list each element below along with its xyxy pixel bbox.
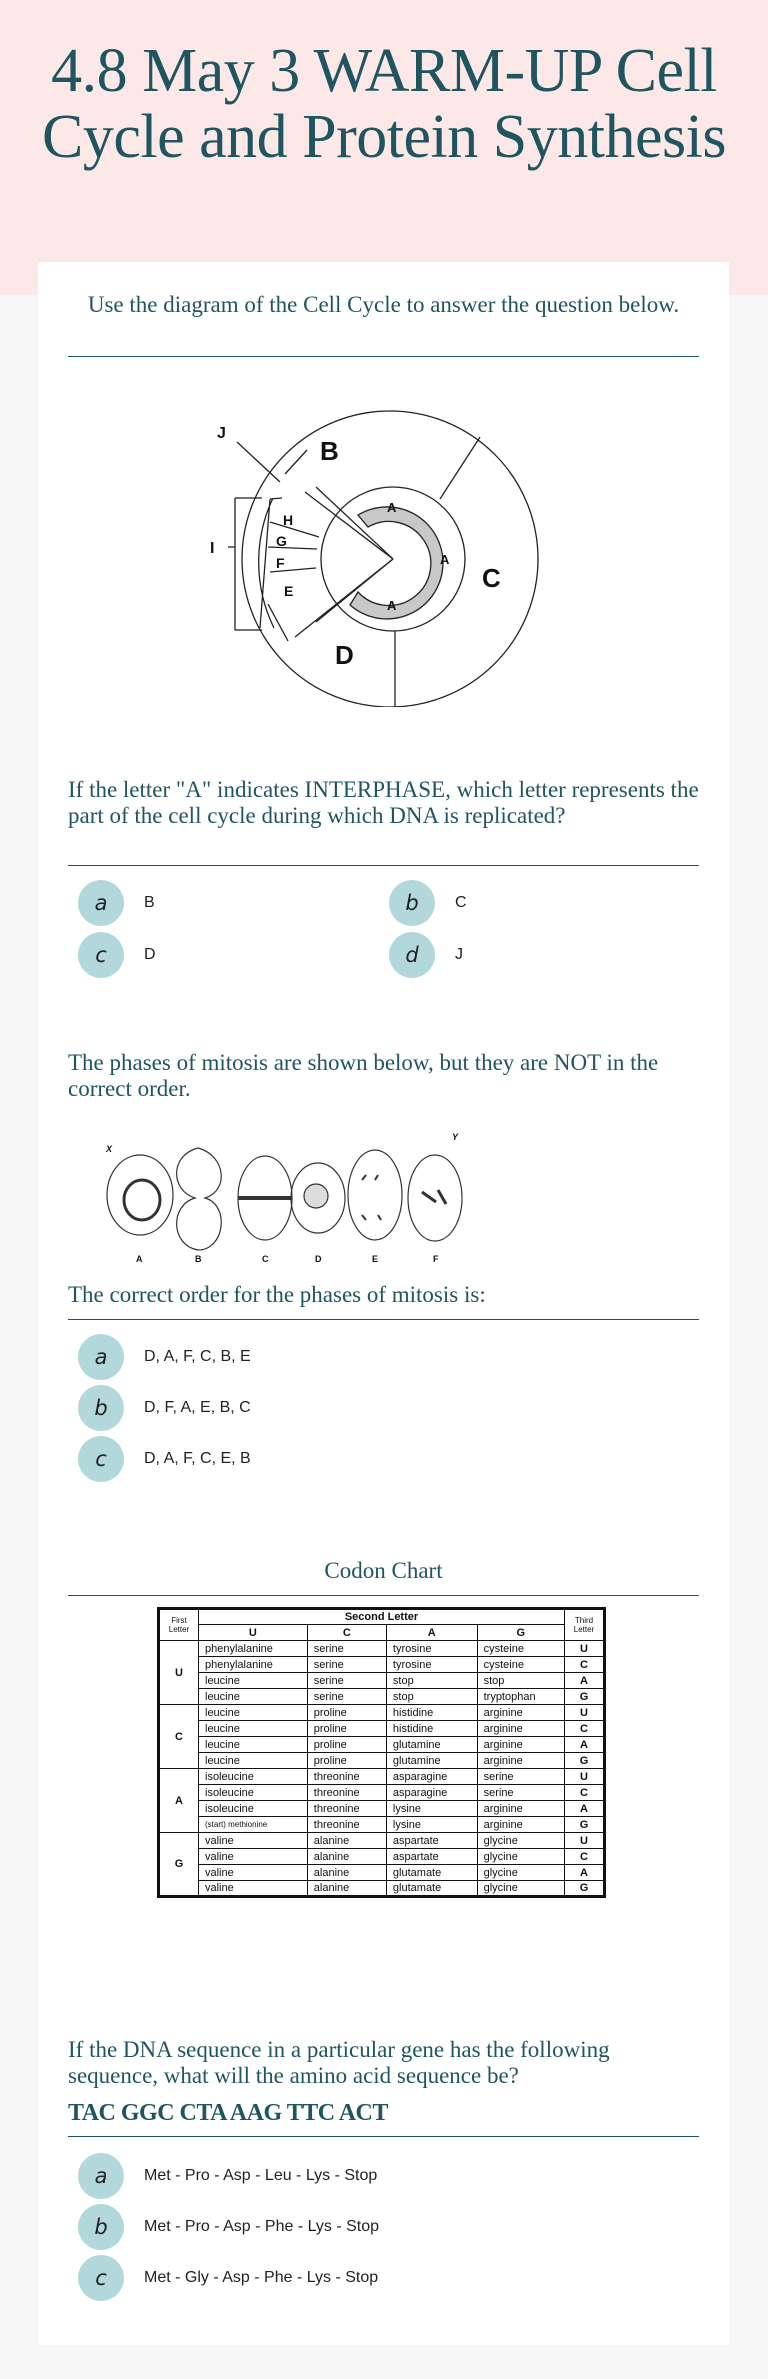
amino-acid-cell: lysine	[386, 1817, 477, 1833]
amino-acid-cell: serine	[307, 1641, 386, 1657]
q1-option-b[interactable]	[389, 880, 467, 926]
label-a-top: A	[387, 500, 397, 515]
first-letter-A: A	[159, 1769, 199, 1833]
option-letter-d: d	[389, 932, 435, 978]
amino-acid-cell: serine	[477, 1785, 564, 1801]
third-letter-cell: A	[565, 1865, 605, 1881]
amino-acid-cell: leucine	[199, 1737, 308, 1753]
amino-acid-cell: leucine	[199, 1689, 308, 1705]
mitosis-label-f: F	[433, 1254, 439, 1264]
amino-acid-cell: alanine	[307, 1833, 386, 1849]
amino-acid-cell: arginine	[477, 1817, 564, 1833]
third-letter-cell: C	[565, 1657, 605, 1673]
amino-acid-cell: serine	[307, 1689, 386, 1705]
third-letter-cell: G	[565, 1881, 605, 1897]
header-row	[159, 1609, 605, 1625]
third-letter-cell: G	[565, 1689, 605, 1705]
amino-acid-cell: phenylalanine	[199, 1657, 308, 1673]
q3-option-c[interactable]	[78, 2255, 378, 2301]
table-row	[159, 1721, 605, 1737]
mitosis-label-c: C	[262, 1254, 269, 1264]
amino-acid-cell: tryptophan	[477, 1689, 564, 1705]
amino-acid-cell: proline	[307, 1737, 386, 1753]
first-letter-header: First Letter	[159, 1609, 199, 1641]
table-row	[159, 1865, 605, 1881]
amino-acid-cell: cysteine	[477, 1657, 564, 1673]
amino-acid-cell: glycine	[477, 1881, 564, 1897]
second-letter-U: U	[199, 1625, 308, 1641]
option-letter-a: a	[78, 1334, 124, 1380]
amino-acid-cell: alanine	[307, 1849, 386, 1865]
q2-option-b[interactable]	[78, 1385, 251, 1431]
third-letter-cell: U	[565, 1705, 605, 1721]
label-j: J	[217, 425, 226, 442]
amino-acid-cell: valine	[199, 1833, 308, 1849]
section-heading-mitosis: The phases of mitosis are shown below, but they are NOT in the correct order.	[68, 1050, 659, 1101]
codon-chart-table	[157, 1607, 606, 1898]
option-text: Met - Pro - Asp - Leu - Lys - Stop	[144, 2167, 378, 2184]
mitosis-label-b: B	[195, 1254, 202, 1264]
table-row	[159, 1849, 605, 1865]
option-text: C	[455, 894, 467, 911]
second-letter-header: Second Letter	[199, 1609, 565, 1625]
option-letter-a: a	[78, 880, 124, 926]
cell-cycle-diagram	[190, 402, 550, 707]
amino-acid-cell: valine	[199, 1849, 308, 1865]
amino-acid-cell: glutamate	[386, 1865, 477, 1881]
amino-acid-cell: tyrosine	[386, 1657, 477, 1673]
amino-acid-cell: phenylalanine	[199, 1641, 308, 1657]
header-banner	[0, 0, 768, 295]
table-row	[159, 1737, 605, 1753]
table-row	[159, 1769, 605, 1785]
amino-acid-cell: serine	[477, 1769, 564, 1785]
third-letter-cell: U	[565, 1641, 605, 1657]
divider	[68, 2136, 699, 2137]
amino-acid-cell: glycine	[477, 1849, 564, 1865]
divider	[68, 1319, 699, 1320]
amino-acid-cell: serine	[307, 1657, 386, 1673]
amino-acid-cell: tyrosine	[386, 1641, 477, 1657]
section-heading-cell-cycle: Use the diagram of the Cell Cycle to answer the question below.	[87, 292, 680, 317]
amino-acid-cell: glutamine	[386, 1753, 477, 1769]
amino-acid-cell: glycine	[477, 1833, 564, 1849]
worksheet-card	[38, 262, 729, 2345]
first-letter-U: U	[159, 1641, 199, 1705]
third-letter-cell: A	[565, 1673, 605, 1689]
dna-sequence: TAC GGC CTA AAG TTC ACT	[68, 2100, 388, 2126]
label-a-bottom: A	[387, 598, 397, 613]
third-letter-cell: C	[565, 1721, 605, 1737]
amino-acid-cell: leucine	[199, 1753, 308, 1769]
third-letter-header: Third Letter	[565, 1609, 605, 1641]
option-letter-c: c	[78, 1436, 124, 1482]
q1-option-a[interactable]	[78, 880, 155, 926]
label-a-right: A	[440, 552, 450, 567]
amino-acid-cell: proline	[307, 1705, 386, 1721]
amino-acid-cell: (start) methionine	[199, 1817, 308, 1833]
amino-acid-cell: histidine	[386, 1705, 477, 1721]
amino-acid-cell: stop	[477, 1673, 564, 1689]
amino-acid-cell: arginine	[477, 1753, 564, 1769]
amino-acid-cell: proline	[307, 1721, 386, 1737]
question-3: If the DNA sequence in a particular gene has the following sequence, what will the amino acid sequence be?	[68, 2037, 610, 2088]
third-letter-cell: A	[565, 1801, 605, 1817]
amino-acid-cell: isoleucine	[199, 1801, 308, 1817]
third-letter-cell: U	[565, 1769, 605, 1785]
second-letter-A: A	[386, 1625, 477, 1641]
amino-acid-cell: valine	[199, 1865, 308, 1881]
q2-option-c[interactable]	[78, 1436, 251, 1482]
amino-acid-cell: stop	[386, 1673, 477, 1689]
table-row	[159, 1785, 605, 1801]
amino-acid-cell: aspartate	[386, 1849, 477, 1865]
option-letter-c: c	[78, 932, 124, 978]
option-text: D	[144, 946, 156, 963]
amino-acid-cell: alanine	[307, 1881, 386, 1897]
amino-acid-cell: threonine	[307, 1769, 386, 1785]
label-h: H	[283, 512, 294, 528]
table-row	[159, 1641, 605, 1657]
amino-acid-cell: stop	[386, 1689, 477, 1705]
amino-acid-cell: lysine	[386, 1801, 477, 1817]
mitosis-label-d: D	[315, 1254, 322, 1264]
divider	[68, 865, 699, 866]
second-letter-C: C	[307, 1625, 386, 1641]
divider	[68, 356, 699, 357]
option-text: D, F, A, E, B, C	[144, 1399, 251, 1416]
amino-acid-cell: histidine	[386, 1721, 477, 1737]
amino-acid-cell: arginine	[477, 1705, 564, 1721]
table-row	[159, 1673, 605, 1689]
first-letter-C: C	[159, 1705, 199, 1769]
mitosis-phases-figure	[100, 1110, 620, 1265]
table-row	[159, 1689, 605, 1705]
option-text: Met - Gly - Asp - Phe - Lys - Stop	[144, 2269, 379, 2286]
pointer-label-y: Y	[452, 1132, 459, 1142]
divider	[68, 1595, 699, 1596]
amino-acid-cell: glycine	[477, 1865, 564, 1881]
amino-acid-cell: proline	[307, 1753, 386, 1769]
label-e: E	[284, 583, 294, 599]
option-text: J	[455, 946, 463, 963]
third-letter-cell: U	[565, 1833, 605, 1849]
amino-acid-cell: glutamine	[386, 1737, 477, 1753]
amino-acid-cell: leucine	[199, 1673, 308, 1689]
amino-acid-cell: alanine	[307, 1865, 386, 1881]
amino-acid-cell: glutamate	[386, 1881, 477, 1897]
pointer-label-x: X	[106, 1144, 113, 1154]
codon-chart-heading: Codon Chart	[324, 1558, 443, 1583]
amino-acid-cell: arginine	[477, 1721, 564, 1737]
amino-acid-cell: threonine	[307, 1817, 386, 1833]
label-f: F	[276, 555, 285, 571]
option-text: D, A, F, C, E, B	[144, 1450, 251, 1467]
label-c: C	[482, 563, 501, 593]
third-letter-cell: G	[565, 1753, 605, 1769]
question-1: If the letter "A" indicates INTERPHASE, which letter represents the part of the cell cycle during which DNA is replicated?	[68, 777, 699, 828]
amino-acid-cell: arginine	[477, 1737, 564, 1753]
q2-option-a[interactable]	[78, 1334, 251, 1380]
table-row	[159, 1753, 605, 1769]
q1-option-c[interactable]	[78, 932, 156, 978]
option-letter-a: a	[78, 2153, 124, 2199]
mitosis-label-a: A	[136, 1254, 143, 1264]
option-text: D, A, F, C, B, E	[144, 1348, 251, 1365]
table-row	[159, 1801, 605, 1817]
q3-option-b[interactable]	[78, 2204, 379, 2250]
q1-option-d[interactable]	[389, 932, 463, 978]
option-letter-b: b	[78, 1385, 124, 1431]
table-row	[159, 1881, 605, 1897]
amino-acid-cell: threonine	[307, 1801, 386, 1817]
third-letter-cell: C	[565, 1785, 605, 1801]
table-row	[159, 1833, 605, 1849]
amino-acid-cell: isoleucine	[199, 1769, 308, 1785]
label-i: I	[210, 540, 215, 557]
table-row	[159, 1705, 605, 1721]
amino-acid-cell: cysteine	[477, 1641, 564, 1657]
q3-option-a[interactable]	[78, 2153, 377, 2199]
option-letter-b: b	[78, 2204, 124, 2250]
second-letter-G: G	[477, 1625, 564, 1641]
amino-acid-cell: asparagine	[386, 1769, 477, 1785]
page-title: 4.8 May 3 WARM-UP Cell Cycle and Protein Synthesis	[42, 37, 726, 171]
amino-acid-cell: serine	[307, 1673, 386, 1689]
option-text: Met - Pro - Asp - Phe - Lys - Stop	[144, 2218, 380, 2235]
table-row	[159, 1817, 605, 1833]
third-letter-cell: G	[565, 1817, 605, 1833]
third-letter-cell: A	[565, 1737, 605, 1753]
amino-acid-cell: threonine	[307, 1785, 386, 1801]
third-letter-cell: C	[565, 1849, 605, 1865]
amino-acid-cell: aspartate	[386, 1833, 477, 1849]
question-2: The correct order for the phases of mitosis is:	[68, 1282, 486, 1307]
amino-acid-cell: arginine	[477, 1801, 564, 1817]
label-b: B	[320, 436, 339, 466]
option-letter-c: c	[78, 2255, 124, 2301]
first-letter-G: G	[159, 1833, 199, 1897]
amino-acid-cell: leucine	[199, 1705, 308, 1721]
column-row	[159, 1625, 605, 1641]
amino-acid-cell: leucine	[199, 1721, 308, 1737]
amino-acid-cell: valine	[199, 1881, 308, 1897]
amino-acid-cell: asparagine	[386, 1785, 477, 1801]
amino-acid-cell: isoleucine	[199, 1785, 308, 1801]
mitosis-label-e: E	[372, 1254, 379, 1264]
option-text: B	[144, 894, 155, 911]
option-letter-b: b	[389, 880, 435, 926]
table-row	[159, 1657, 605, 1673]
label-d: D	[335, 640, 354, 670]
label-g: G	[276, 533, 287, 549]
